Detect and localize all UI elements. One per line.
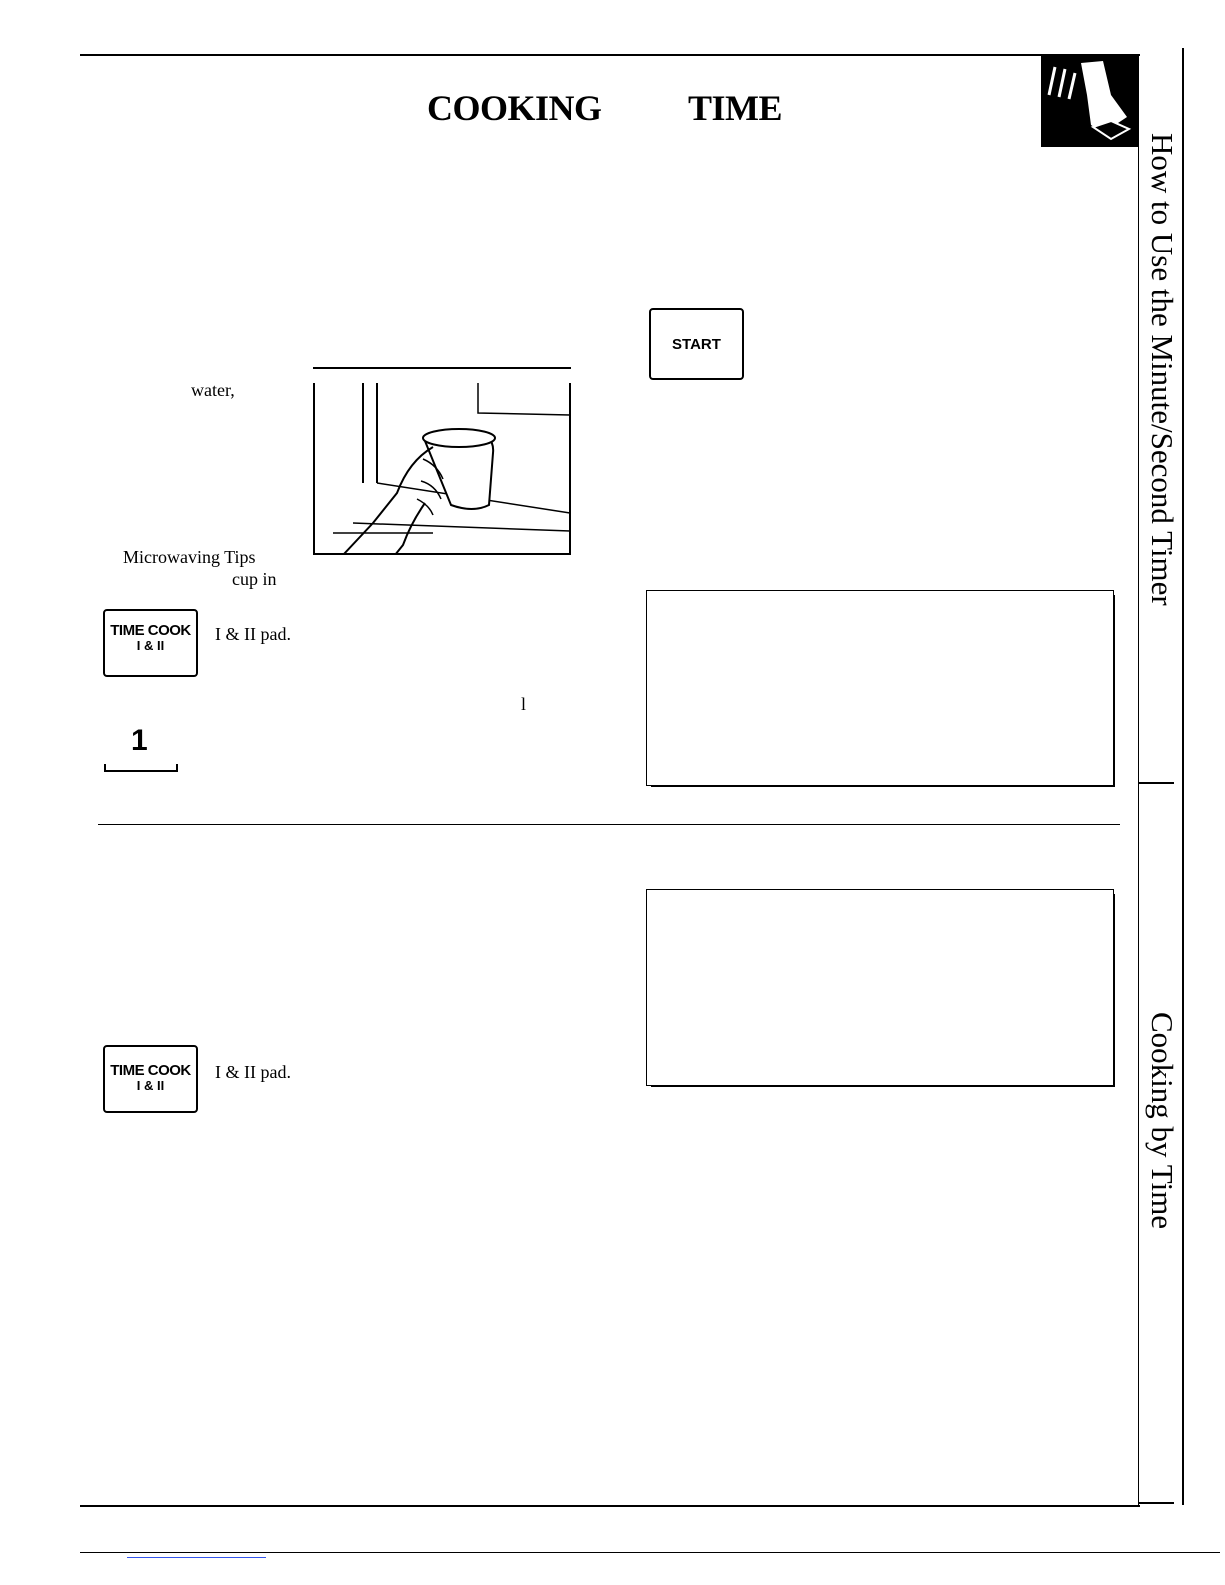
number-pad-1[interactable]: 1: [131, 724, 148, 757]
page-title-time: TIME: [688, 88, 783, 128]
time-cook-pad-2-sublabel: I & II: [136, 1078, 165, 1093]
page-title-cooking: COOKING: [427, 88, 602, 128]
time-cook-pad-label: TIME COOK: [110, 622, 191, 639]
microwaving-tips-text: Microwaving Tips: [123, 547, 256, 567]
time-cook-pad-2[interactable]: [103, 1045, 198, 1113]
bottom-rule: [80, 1505, 1140, 1507]
pad-caption: I & II pad.: [215, 624, 291, 644]
side-tab-upper: How to Use the Minute/Second Timer: [1145, 133, 1180, 606]
cup-in-text: cup in: [232, 569, 277, 589]
info-box-upper: [646, 590, 1114, 786]
footer-link[interactable]: [127, 1557, 266, 1558]
info-box-lower: [646, 889, 1114, 1086]
hand-holding-cup-icon: [313, 383, 571, 555]
digit-note-text: l: [521, 694, 527, 714]
side-tab-rule: [1138, 55, 1139, 1505]
top-rule: [80, 54, 1140, 56]
start-button[interactable]: START: [649, 308, 744, 380]
pad-caption-2: I & II pad.: [215, 1062, 291, 1082]
side-tab-divider-bottom: [1138, 1502, 1174, 1504]
time-cook-pad-sublabel: I & II: [136, 638, 165, 653]
side-tab-rule-outer: [1182, 48, 1184, 1505]
side-tab-lower: Cooking by Time: [1145, 1012, 1180, 1230]
side-tab-divider: [1138, 782, 1174, 784]
hand-pressing-pad-icon: [1041, 55, 1139, 147]
time-cook-pad-2-label: TIME COOK: [110, 1062, 191, 1079]
section-divider: [98, 824, 1120, 825]
illustration-top-rule: [313, 367, 571, 369]
number-pad-1-bracket: [104, 764, 178, 772]
time-cook-pad[interactable]: [103, 609, 198, 677]
footer-line: [80, 1552, 1220, 1553]
water-text: water,: [191, 380, 235, 400]
